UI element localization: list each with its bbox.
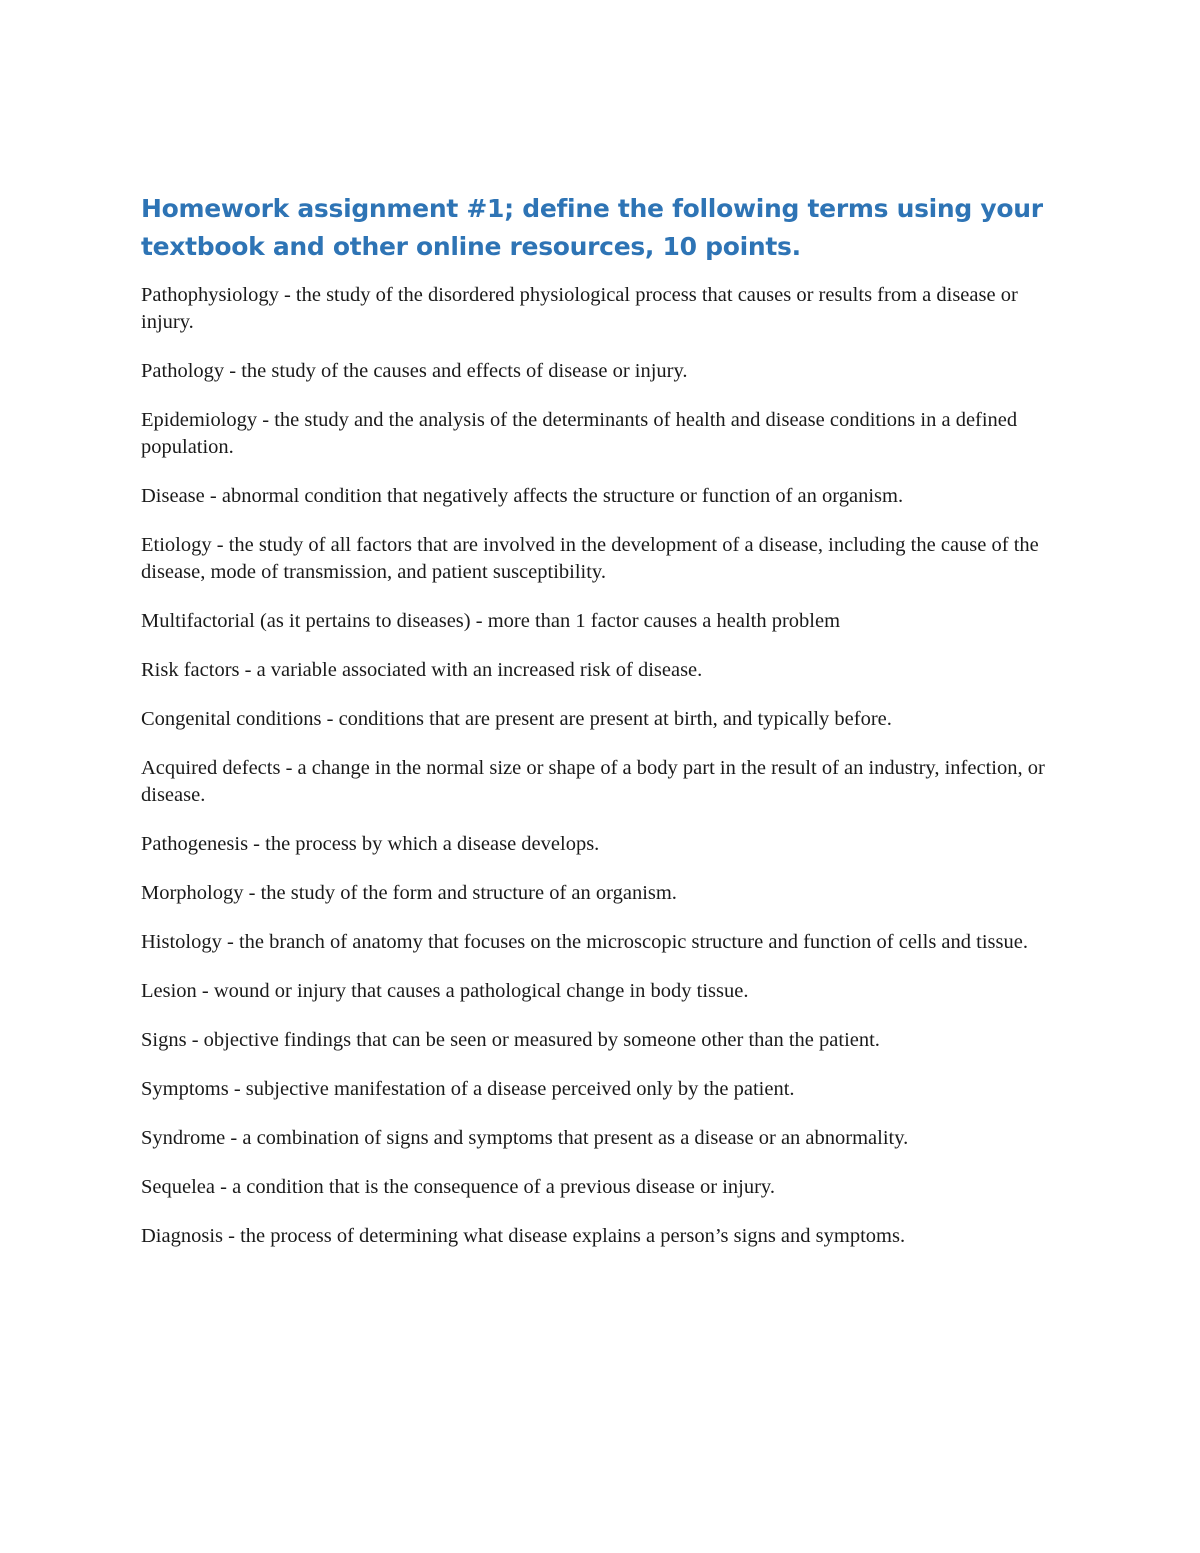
definition-separator: - xyxy=(243,882,261,904)
definition-item xyxy=(141,1027,1071,1054)
definition-item xyxy=(141,1223,1071,1250)
definition-text: a change in the normal size or shape of a body part in the result of an industry, infection, or disease. xyxy=(141,757,1050,806)
definition-text: subjective manifestation of a disease perceived only by the patient. xyxy=(245,1078,795,1100)
definition-separator: - xyxy=(278,284,296,306)
definition-item xyxy=(141,358,1071,385)
definition-text: more than 1 factor causes a health problem xyxy=(487,610,841,632)
definition-term: Morphology xyxy=(141,882,244,904)
definition-text: the study of the form and structure of an organism. xyxy=(260,882,677,904)
definition-text: objective findings that can be seen or measured by someone other than the patient. xyxy=(203,1029,880,1051)
definition-text: a combination of signs and symptoms that present as a disease or an abnormality. xyxy=(242,1127,909,1149)
definition-separator: - xyxy=(223,1225,241,1247)
definition-item xyxy=(141,608,1071,635)
definition-item xyxy=(141,407,1071,461)
definition-term: Congenital conditions xyxy=(141,708,322,730)
definition-text: a variable associated with an increased risk of disease. xyxy=(256,659,703,681)
definition-item xyxy=(141,1174,1071,1201)
definition-term: Risk factors xyxy=(141,659,240,681)
definition-separator: - xyxy=(196,980,214,1002)
definition-term: Epidemiology xyxy=(141,409,258,431)
definition-text: the study of all factors that are involved in the development of a disease, including the cause of the disease, mode of transmission, and patient susceptibility. xyxy=(141,534,1044,583)
definition-term: Pathology xyxy=(141,360,225,382)
definition-separator: - xyxy=(248,833,266,855)
definition-separator: - xyxy=(221,931,239,953)
document-body xyxy=(141,190,1071,1272)
definition-list xyxy=(141,282,1071,1250)
definition-item xyxy=(141,929,1071,956)
definition-item xyxy=(141,1076,1071,1103)
definition-term: Diagnosis xyxy=(141,1225,223,1247)
definition-term: Histology xyxy=(141,931,222,953)
definition-text: wound or injury that causes a pathological change in body tissue. xyxy=(213,980,749,1002)
definition-term: Symptoms xyxy=(141,1078,229,1100)
definition-item xyxy=(141,657,1071,684)
definition-term: Sequelea xyxy=(141,1176,215,1198)
definition-separator: - xyxy=(224,360,242,382)
assignment-heading: Homework assignment #1; define the following terms using your textbook and other online resources, 10 points. xyxy=(141,194,1043,261)
definition-separator: - xyxy=(215,1176,233,1198)
definition-separator: - xyxy=(321,708,339,730)
definition-item xyxy=(141,880,1071,907)
definition-text: conditions that are present are present at birth, and typically before. xyxy=(338,708,892,730)
definition-item xyxy=(141,831,1071,858)
definition-item xyxy=(141,532,1071,586)
definition-text: the study and the analysis of the determinants of health and disease conditions in a defined population. xyxy=(141,409,1023,458)
definition-text: the process by which a disease develops. xyxy=(265,833,600,855)
definition-separator: - xyxy=(225,1127,243,1149)
definition-term: Pathogenesis xyxy=(141,833,249,855)
definition-term: Pathophysiology xyxy=(141,284,279,306)
definition-separator: - xyxy=(257,409,275,431)
definition-separator: - xyxy=(211,534,229,556)
definition-item xyxy=(141,483,1071,510)
definition-text: the branch of anatomy that focuses on the microscopic structure and function of cells and tissue. xyxy=(238,931,1028,953)
definition-item xyxy=(141,1125,1071,1152)
definition-text: the process of determining what disease explains a person’s signs and symptoms. xyxy=(240,1225,906,1247)
definition-term: Acquired defects xyxy=(141,757,281,779)
definition-term: Signs xyxy=(141,1029,187,1051)
definition-term: Multifactorial (as it pertains to diseases) xyxy=(141,610,471,632)
definition-separator: - xyxy=(186,1029,204,1051)
definition-item xyxy=(141,755,1071,809)
definition-item xyxy=(141,706,1071,733)
definition-text: the study of the causes and effects of disease or injury. xyxy=(241,360,688,382)
definition-term: Lesion xyxy=(141,980,197,1002)
definition-separator: - xyxy=(239,659,257,681)
definition-separator: - xyxy=(470,610,488,632)
definition-item xyxy=(141,282,1071,336)
definition-separator: - xyxy=(228,1078,246,1100)
definition-separator: - xyxy=(204,485,222,507)
definition-item xyxy=(141,978,1071,1005)
definition-term: Etiology xyxy=(141,534,212,556)
definition-text: the study of the disordered physiological process that causes or results from a disease or injury. xyxy=(141,284,1023,333)
definition-term: Disease xyxy=(141,485,205,507)
definition-text: a condition that is the consequence of a previous disease or injury. xyxy=(232,1176,775,1198)
definition-separator: - xyxy=(280,757,298,779)
definition-text: abnormal condition that negatively affects the structure or function of an organism. xyxy=(221,485,904,507)
definition-term: Syndrome xyxy=(141,1127,226,1149)
